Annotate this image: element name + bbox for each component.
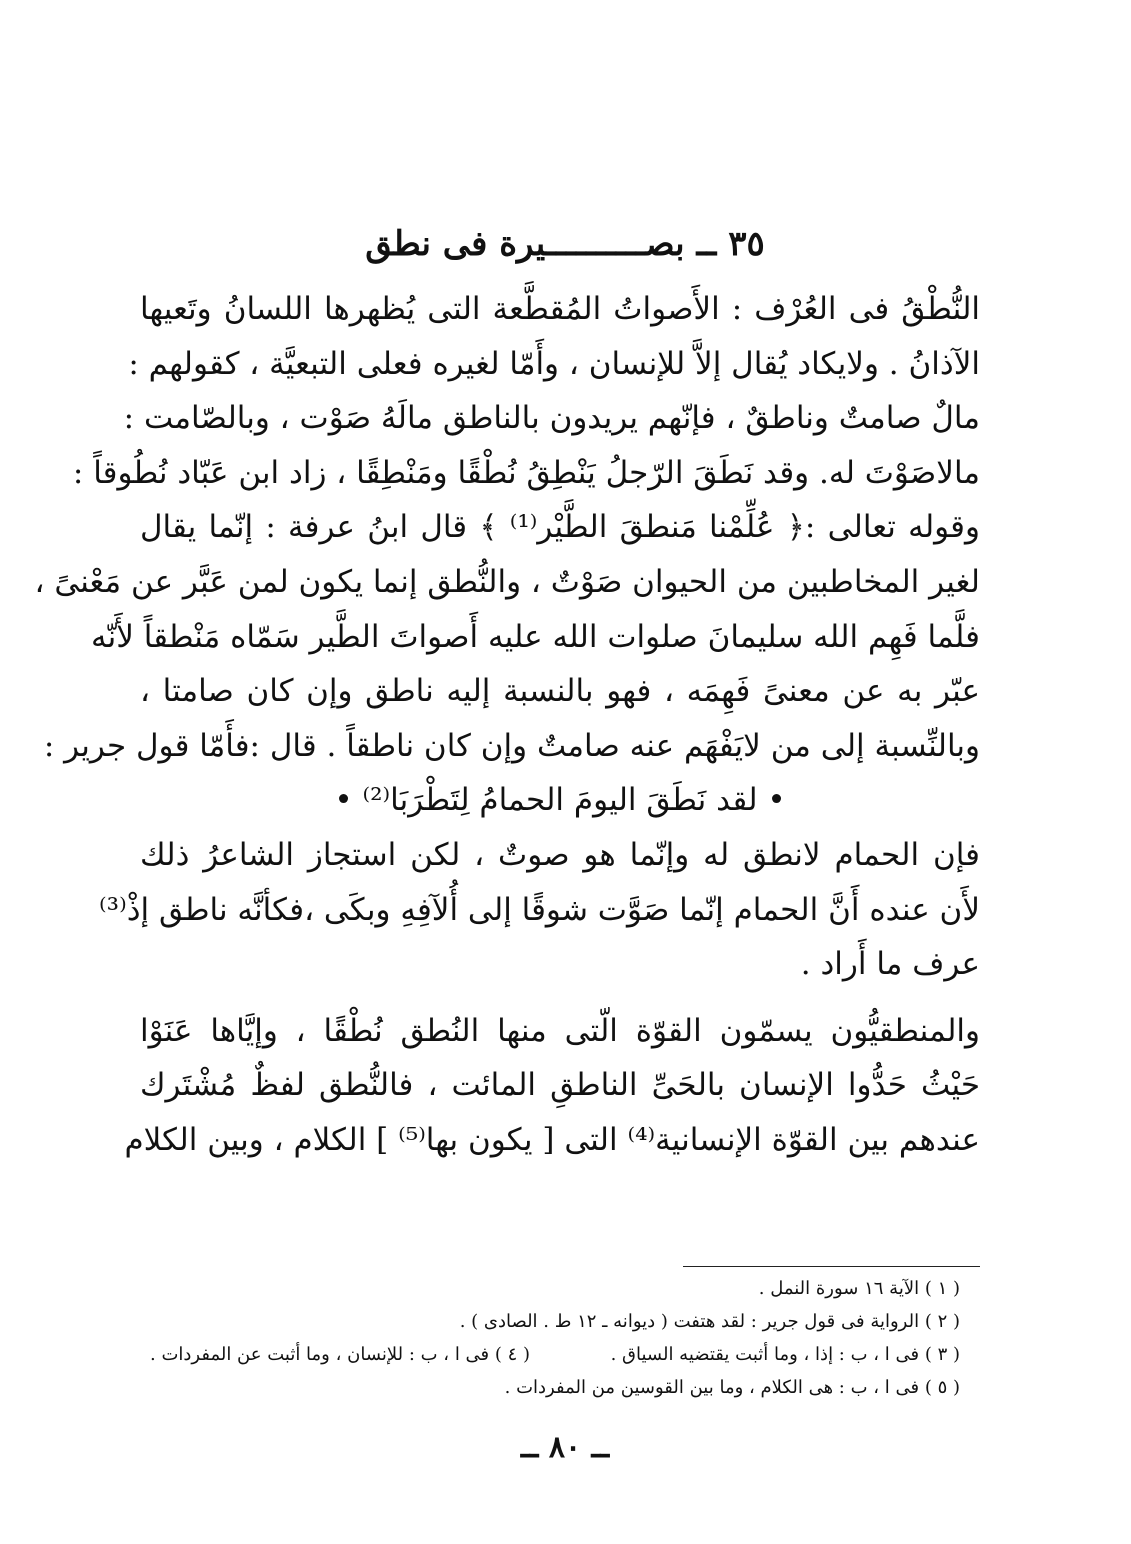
text-line: عندهم بين القوّة الإنسانية⁽⁴⁾ التى [ يكون بها⁽⁵⁾ ] الكلام ، وبين الكلام [124, 1121, 980, 1158]
text-line: عبّر به عن معنىً فَهِمَه ، فهو بالنسبة إليه ناطق وإن كان صامتا ، [140, 673, 980, 710]
section-heading: ٣٥ ــ بصــــــــــيرة فى نطق [365, 224, 765, 264]
text-line: وبالنِّسبة إلى من لايَفْهَم عنه صامتٌ وإن كان ناطقاً . قال :فأَمّا قول جرير : [43, 727, 980, 764]
text-line: فلَّما فَهِم الله سليمانَ صلوات الله عليه أَصواتَ الطَّير سَمّاه مَنْطقاً لأَنّه [90, 618, 980, 655]
text-line: والمنطقيُّون يسمّون القوّة الّتى منها النُطق نُطْقًا ، وإيَّاها عَنَوْا [140, 1012, 980, 1049]
footnote: ( ٣ ) فى ا ، ب : إذا ، وما أثبت يقتضيه السياق . [610, 1344, 960, 1365]
footnote: ( ٢ ) الرواية فى قول جرير : لقد هتفت ( ديوانه ـ ١٢ ط . الصادى ) . [459, 1311, 960, 1332]
text-line: وقوله تعالى :﴿ عُلِّمْنا مَنطقَ الطَّيْر⁽¹⁾ ﴾ قال ابنُ عرفة : إنّما يقال [140, 509, 980, 546]
poem-verse: • لقد نَطَقَ اليومَ الحمامُ لِتَطْرَبَا⁽²⁾ • [334, 782, 786, 819]
text-line: لأَن عنده أَنَّ الحمام إنّما صَوَّت شوقًا إلى أُلآفِهِ وبكَى ،فكأنَّه ناطق إذْ⁽³⁾ [99, 891, 980, 928]
footnote: ( ٥ ) فى ا ، ب : هى الكلام ، وما بين القوسين من المفردات . [504, 1377, 960, 1398]
footnote-separator [683, 1266, 980, 1267]
text-line: لغير المخاطبين من الحيوان صَوْتٌ ، والنُّطق إنما يكون لمن عَبَّر عن مَعْنىً ، [34, 563, 980, 600]
text-line: فإن الحمام لانطق له وإنّما هو صوتٌ ، لكن استجاز الشاعرُ ذلك [140, 836, 980, 873]
footnote: ( ١ ) الآية ١٦ سورة النمل . [758, 1278, 960, 1299]
text-line: مالاصَوْتَ له. وقد نَطَقَ الرّجلُ يَنْطِقُ نُطْقًا ومَنْطِقًا ، زاد ابن عَبّاد نُطُوقاً : [72, 454, 980, 491]
text-line: عرف ما أَراد . [800, 946, 980, 983]
main-text [34, 282, 980, 1168]
footnotes [150, 1272, 960, 1404]
footnote-row [150, 1338, 960, 1371]
text-line: الآذانُ . ولايكاد يُقال إلاَّ للإنسان ، وأَمّا لغيره فعلى التبعيَّة ، كقولهم : [128, 345, 980, 382]
footnote: ( ٤ ) فى ا ، ب : للإنسان ، وما أثبت عن المفردات . [150, 1344, 531, 1365]
text-line: حَيْثُ حَدُّوا الإنسان بالحَىِّ الناطقِ المائت ، فالنُّطق لفظٌ مُشْتَرك [140, 1067, 980, 1104]
page-number: ــ ٨٠ ــ [520, 1430, 610, 1465]
text-line: النُّطْقُ فى العُرْف : الأَصواتُ المُقطَّعة التى يُظهرها اللسانُ وتَعيها [140, 291, 980, 327]
text-line: مالٌ صامتٌ وناطقٌ ، فإنّهم يريدون بالناطق مالَهُ صَوْت ، وبالصّامت : [123, 400, 980, 437]
paragraph-gap [140, 992, 980, 1004]
